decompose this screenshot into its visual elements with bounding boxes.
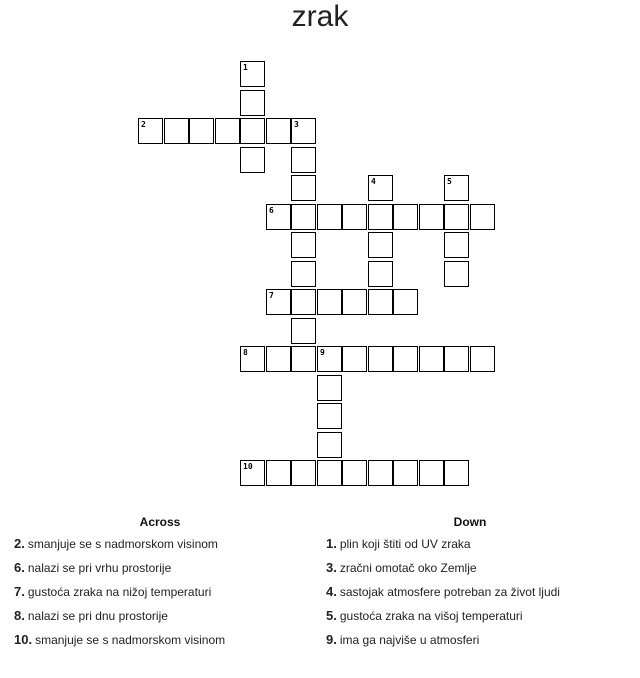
down-clue: 3. zračni omotač oko Zemlje — [326, 560, 477, 575]
crossword-cell[interactable] — [240, 118, 265, 144]
crossword-cell[interactable] — [444, 346, 469, 372]
crossword-cell[interactable] — [317, 375, 342, 401]
down-clue: 4. sastojak atmosfere potreban za život ljudi — [326, 584, 560, 599]
crossword-cell[interactable] — [342, 346, 367, 372]
crossword-cell[interactable] — [342, 289, 367, 315]
crossword-cell[interactable] — [266, 289, 291, 315]
across-clue: 7. gustoća zraka na nižoj temperaturi — [14, 584, 212, 599]
crossword-cell[interactable] — [368, 460, 393, 486]
crossword-cell[interactable] — [317, 204, 342, 230]
crossword-cell[interactable] — [215, 118, 240, 144]
crossword-cell[interactable] — [419, 204, 444, 230]
crossword-cell[interactable] — [291, 147, 316, 173]
cell-number: 7 — [269, 291, 274, 300]
across-clue: 6. nalazi se pri vrhu prostorije — [14, 560, 172, 575]
crossword-cell[interactable] — [419, 346, 444, 372]
crossword-cell[interactable] — [317, 460, 342, 486]
crossword-cell[interactable] — [291, 204, 316, 230]
crossword-cell[interactable] — [368, 204, 393, 230]
crossword-cell[interactable] — [393, 289, 418, 315]
across-clue: 2. smanjuje se s nadmorskom visinom — [14, 536, 218, 551]
crossword-cell[interactable] — [393, 346, 418, 372]
crossword-cell[interactable] — [189, 118, 214, 144]
crossword-cell[interactable] — [291, 318, 316, 344]
page-title: zrak — [291, 0, 349, 33]
crossword-cell[interactable] — [444, 261, 469, 287]
cell-number: 1 — [243, 63, 248, 72]
crossword-cell[interactable] — [470, 346, 495, 372]
down-clue: 5. gustoća zraka na višoj temperaturi — [326, 608, 523, 623]
cell-number: 3 — [294, 120, 299, 129]
crossword-cell[interactable] — [444, 175, 469, 201]
crossword-cell[interactable] — [342, 460, 367, 486]
crossword-cell[interactable] — [266, 204, 291, 230]
across-clue: 10. smanjuje se s nadmorskom visinom — [14, 632, 226, 647]
cell-number: 6 — [269, 206, 274, 215]
crossword-cell[interactable] — [240, 346, 265, 372]
crossword-cell[interactable] — [266, 460, 291, 486]
crossword-cell[interactable] — [470, 204, 495, 230]
down-heading: Down — [453, 515, 487, 529]
down-clue: 9. ima ga najviše u atmosferi — [326, 632, 480, 647]
crossword-cell[interactable] — [317, 289, 342, 315]
cell-number: 5 — [447, 177, 452, 186]
crossword-cell[interactable] — [368, 261, 393, 287]
crossword-cell[interactable] — [291, 289, 316, 315]
crossword-cell[interactable] — [240, 61, 265, 87]
crossword-cell[interactable] — [291, 346, 316, 372]
cell-number: 8 — [243, 348, 248, 357]
cell-number: 2 — [141, 120, 146, 129]
crossword-cell[interactable] — [240, 147, 265, 173]
cell-number: 9 — [320, 348, 325, 357]
crossword-cell[interactable] — [291, 460, 316, 486]
across-clue: 8. nalazi se pri dnu prostorije — [14, 608, 168, 623]
crossword-cell[interactable] — [444, 232, 469, 258]
crossword-cell[interactable] — [342, 204, 367, 230]
down-clue: 1. plin koji štiti od UV zraka — [326, 536, 471, 551]
cell-number: 4 — [371, 177, 376, 186]
crossword-cell[interactable] — [368, 175, 393, 201]
crossword-cell[interactable] — [291, 175, 316, 201]
crossword-cell[interactable] — [393, 460, 418, 486]
across-heading: Across — [139, 515, 181, 529]
crossword-cell[interactable] — [164, 118, 189, 144]
crossword-cell[interactable] — [317, 432, 342, 458]
crossword-cell[interactable] — [317, 346, 342, 372]
cell-number: 10 — [243, 462, 253, 471]
crossword-cell[interactable] — [317, 403, 342, 429]
crossword-cell[interactable] — [291, 261, 316, 287]
crossword-cell[interactable] — [419, 460, 444, 486]
crossword-cell[interactable] — [393, 204, 418, 230]
crossword-cell[interactable] — [138, 118, 163, 144]
crossword-cell[interactable] — [266, 118, 291, 144]
crossword-cell[interactable] — [240, 90, 265, 116]
crossword-cell[interactable] — [444, 460, 469, 486]
crossword-cell[interactable] — [240, 460, 265, 486]
crossword-cell[interactable] — [368, 289, 393, 315]
crossword-cell[interactable] — [368, 232, 393, 258]
crossword-cell[interactable] — [444, 204, 469, 230]
crossword-cell[interactable] — [266, 346, 291, 372]
crossword-cell[interactable] — [291, 118, 316, 144]
crossword-cell[interactable] — [291, 232, 316, 258]
crossword-cell[interactable] — [368, 346, 393, 372]
